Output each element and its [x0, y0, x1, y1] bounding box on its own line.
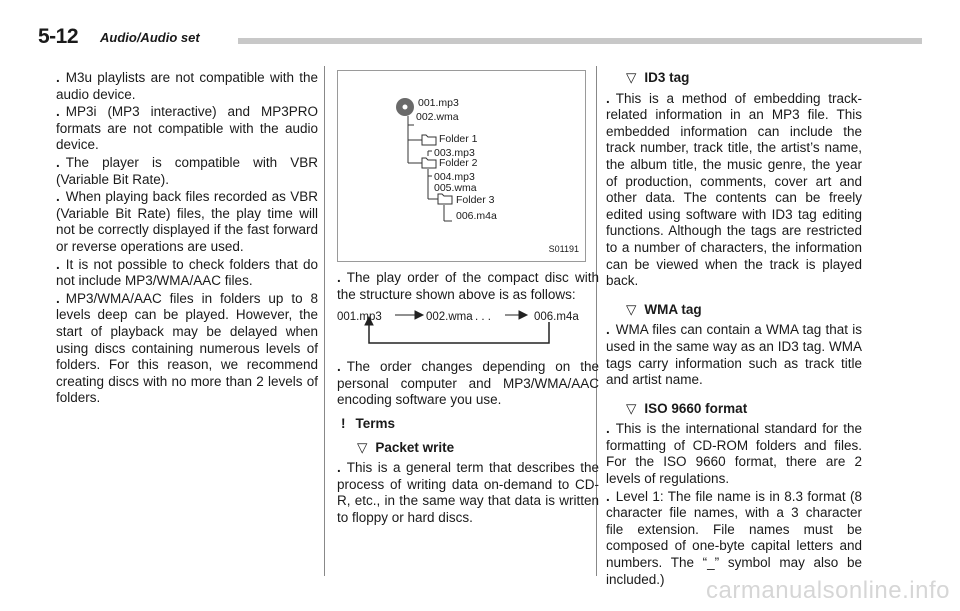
column-3: [606, 70, 862, 589]
folder-2-icon: [422, 158, 436, 168]
bullet-id3-tag: . This is a method of embedding track-related information in an MP3 file. This embedded information can include the track number, track title, the artist’s name, the album title, the music genre, the year of production, comments, cover art and other data. The contents can be freely edited using software with ID3 tag editing functions. Although the tags are restricted to a number of characters, the information can be viewed when the track is played back.: [606, 90, 862, 289]
packet-write-heading: ▽ Packet write: [357, 439, 455, 455]
watermark: carmanualsonline.info: [706, 577, 950, 604]
order-first: 001.mp3: [337, 311, 382, 324]
tree-file-006: 006.m4a: [456, 210, 497, 222]
bullet-m3u: . M3u playlists are not compatible with the audio device.: [56, 70, 318, 102]
column-1: [56, 70, 318, 408]
header-rule: [238, 38, 922, 44]
page-header: [38, 26, 922, 48]
bullet-check-folders: . It is not possible to check folders that do not include MP3/WMA/AAC files.: [56, 256, 318, 289]
bullet-wma-tag: . WMA files can contain a WMA tag that is used in the same way as an ID3 tag. WMA tags carry information such as track title and artist name.: [606, 322, 862, 388]
bullet-vbr-playtime: . When playing back files recorded as VBR (Variable Bit Rate) files, the play time will not be correctly displayed if the fast forward or reverse operations are used.: [56, 189, 318, 254]
tree-folder-3: Folder 3: [456, 194, 495, 206]
bullet-iso-level1: . Level 1: The file name is in 8.3 format (8 character file names, with a 3 character file extension. File names must be composed of one-byte capital letters and numbers. The “_” symbol may also be included.): [606, 488, 862, 587]
order-ellipsis: . . .: [475, 311, 491, 324]
tree-folder-2: Folder 2: [439, 157, 478, 169]
terms-heading: ! Terms: [341, 415, 396, 431]
tree-file-005: 005.wma: [434, 182, 477, 194]
bullet-folder-levels: . MP3/WMA/AAC files in folders up to 8 levels deep can be played. However, the start of playback may be delayed when using discs containing numerous levels of folders. For this reason, we recommend creating discs with no more than 2 levels of folders.: [56, 290, 318, 406]
column-divider-1: [324, 66, 325, 576]
wma-tag-heading: ▽ WMA tag: [626, 301, 702, 317]
order-last: 006.m4a: [534, 311, 579, 324]
column-2: [337, 70, 599, 528]
bullet-vbr: . The player is compatible with VBR (Variable Bit Rate).: [56, 154, 318, 187]
play-order-diagram: [337, 309, 586, 349]
id3-tag-heading: ▽ ID3 tag: [626, 70, 690, 85]
bullet-packet-write: . This is a general term that describes the process of writing data on-demand to CD-R, etc., in the same way that data is written to floppy or hard discs.: [337, 460, 599, 525]
section-title: Audio/Audio set: [100, 30, 200, 45]
bullet-order-changes: . The order changes depending on the personal computer and MP3/WMA/AAC encoding software you use.: [337, 359, 599, 408]
order-second: 002.wma: [426, 311, 473, 324]
bullet-play-order: . The play order of the compact disc with the structure shown above is as follows:: [337, 270, 599, 302]
tree-file-004: 004.mp3: [434, 171, 475, 183]
tree-folder-1: Folder 1: [439, 133, 478, 145]
bullet-mp3i: . MP3i (MP3 interactive) and MP3PRO formats are not compatible with the audio device.: [56, 104, 318, 153]
tree-file-003: 003.mp3: [434, 147, 475, 159]
folder-1-icon: [422, 135, 436, 145]
iso-9660-heading: ▽ ISO 9660 format: [626, 400, 748, 416]
page-number: 5-12: [38, 25, 79, 48]
tree-file-002: 002.wma: [416, 111, 459, 123]
tree-file-001: 001.mp3: [418, 97, 459, 109]
figure-code: S01191: [548, 244, 579, 255]
bullet-iso-standard: . This is the international standard for the formatting of CD-ROM folders and files. For the ISO 9660 format, there are 2 levels of regulations.: [606, 421, 862, 487]
folder-3-icon: [438, 194, 452, 204]
folder-tree-figure: [337, 70, 586, 262]
